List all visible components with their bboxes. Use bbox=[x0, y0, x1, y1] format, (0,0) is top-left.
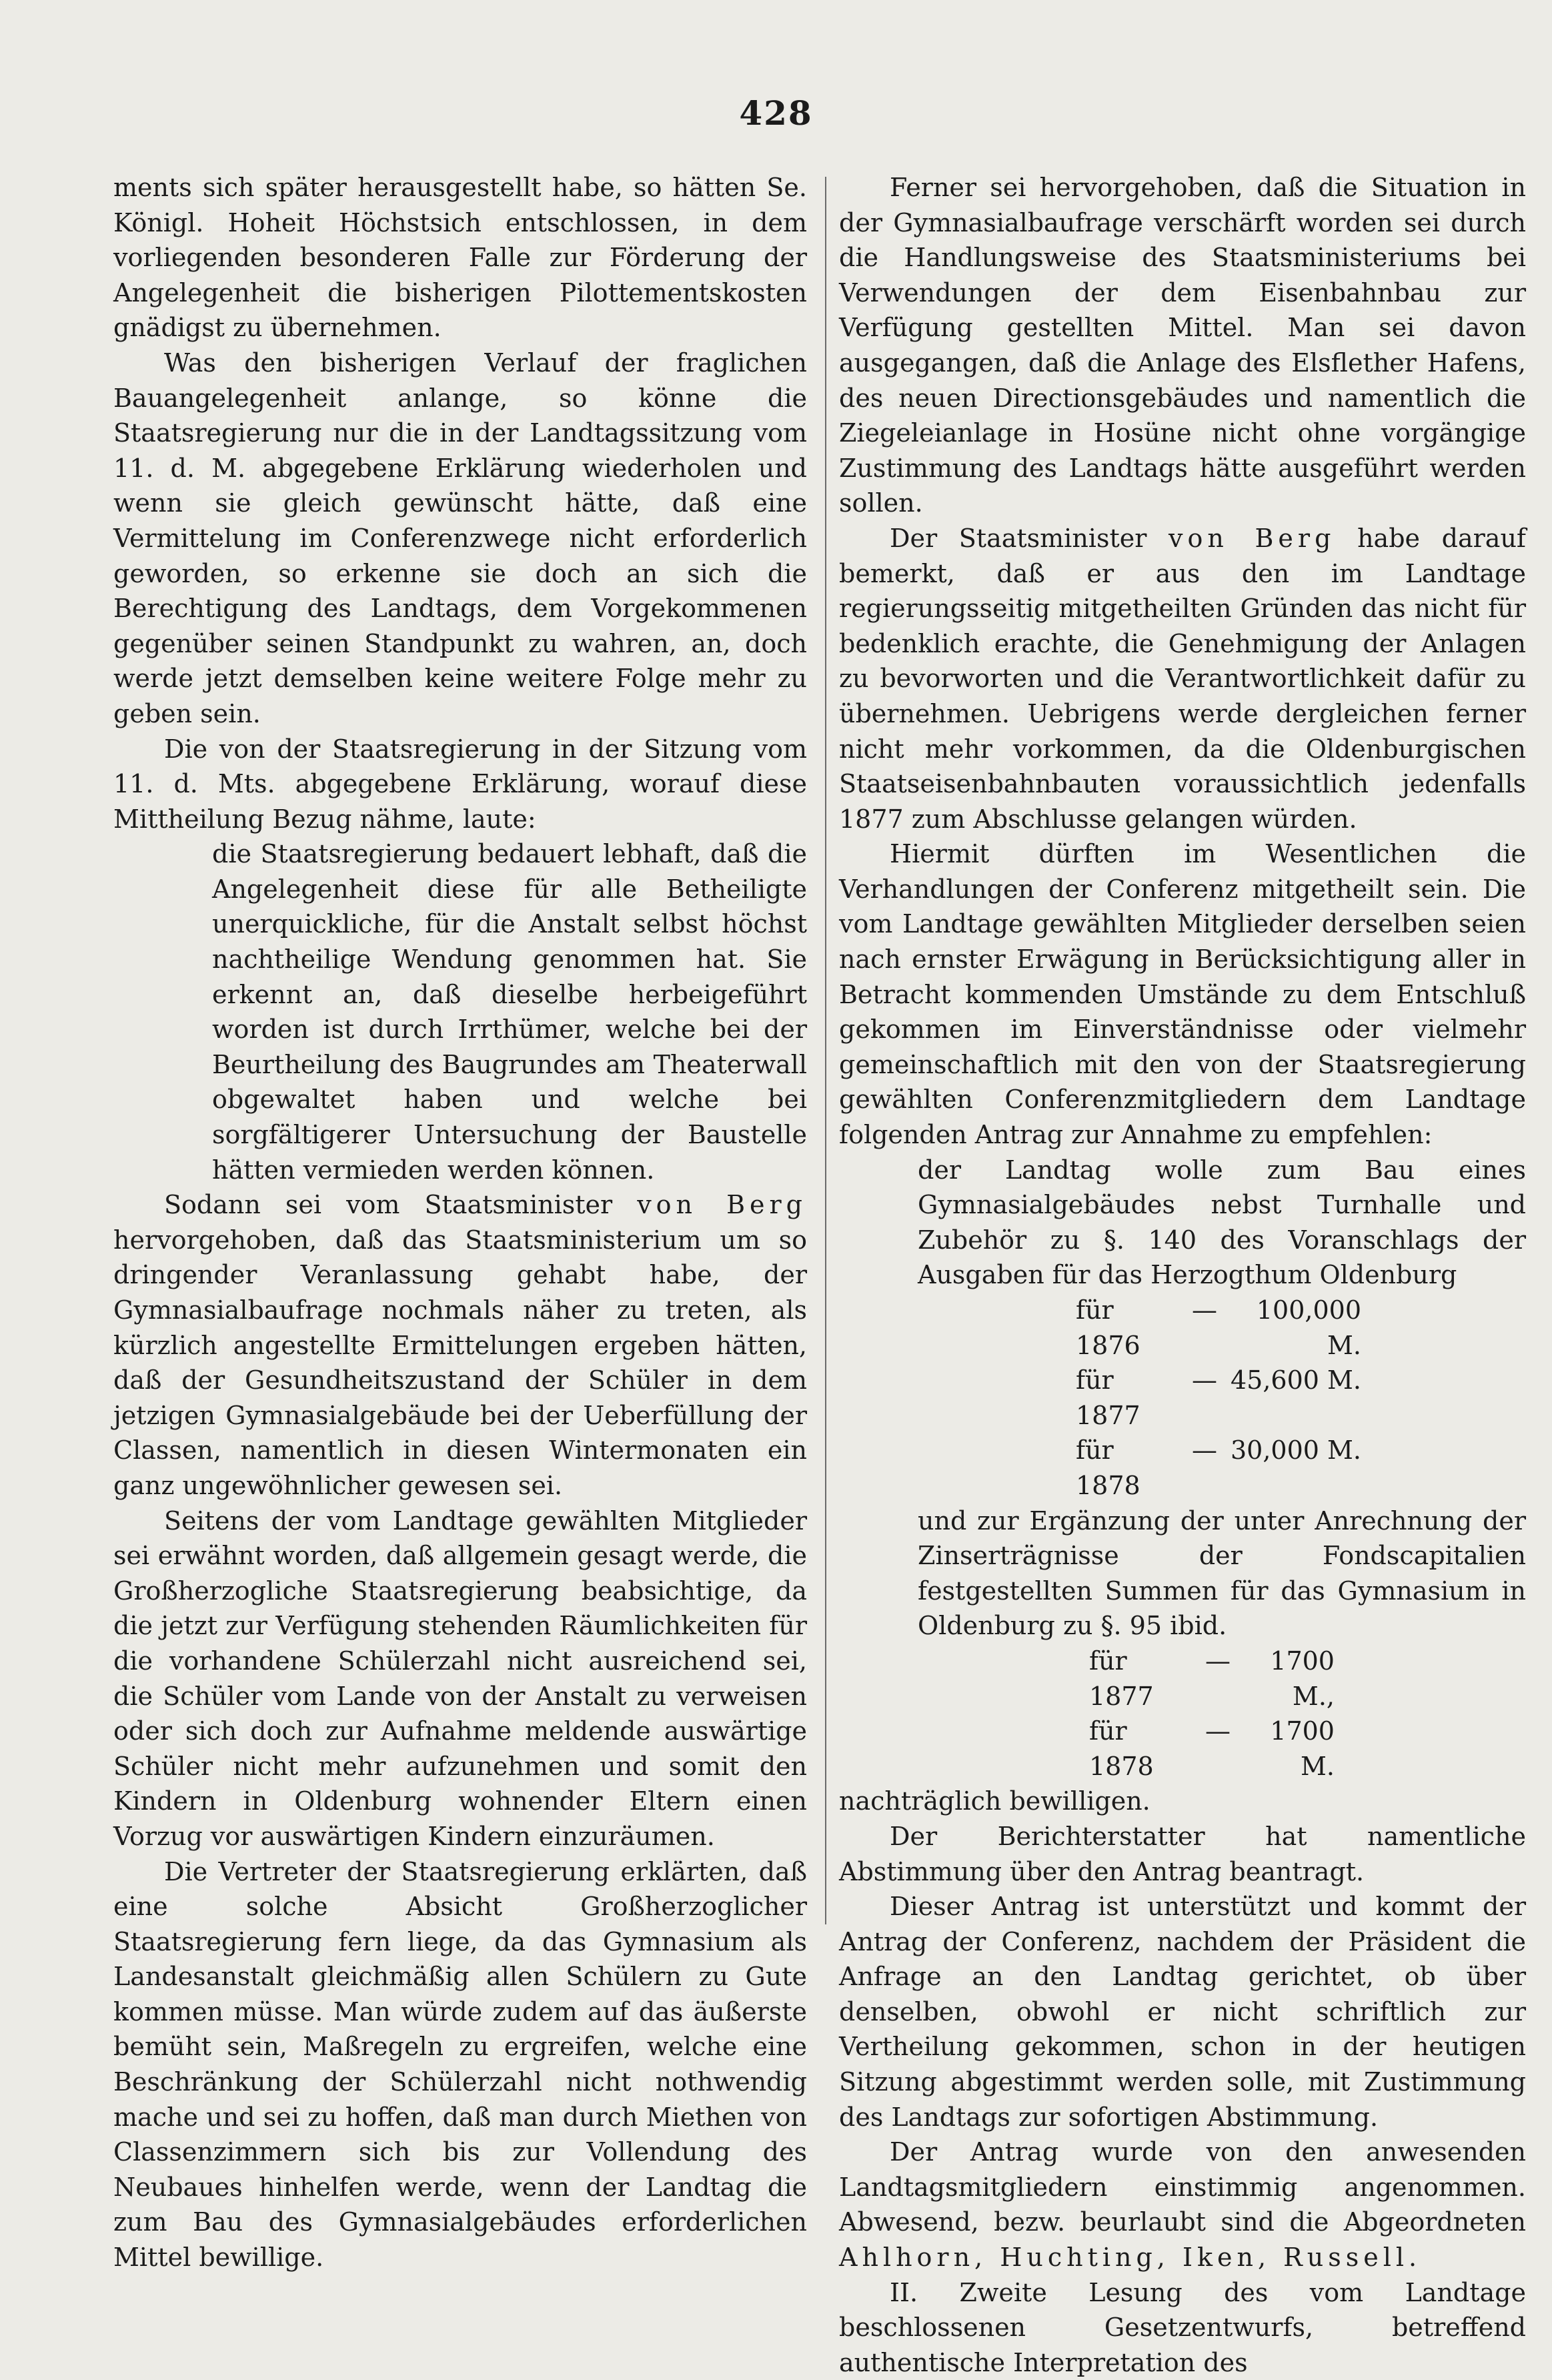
amount-row bbox=[1089, 1714, 1526, 1784]
spaced-names: Ahlhorn, Huchting, Iken, Russell. bbox=[839, 2243, 1422, 2273]
paragraph bbox=[113, 1187, 807, 1503]
amount-year: für 1878 bbox=[1076, 1435, 1140, 1500]
paragraph: Hiermit dürften im Wesentlichen die Verhandlungen der Conferenz mitgetheilt sein. Die vom Landtage gewählten Mitglieder derselben seien nach ernster Erwägung in Berücksichtigung aller in Betracht kommenden Umstände zu dem Entschluß gekommen im Einverständnisse oder vielmehr gemeinschaftlich mit den von der Staatsregierung gewählten Conferenzmitgliedern dem Landtage folgenden Antrag zur Annahme zu empfehlen: bbox=[839, 839, 1526, 1150]
dash: — bbox=[1192, 1365, 1217, 1395]
amount-row bbox=[1076, 1433, 1526, 1503]
dash: — bbox=[1192, 1435, 1217, 1465]
paragraph-text: Sodann sei vom Staatsminister bbox=[164, 1190, 638, 1220]
paragraph bbox=[839, 2135, 1526, 2275]
paragraph-text: Der Antrag wurde von den anwesenden Landtagsmitgliedern einstimmig angenommen. Abwesend, bezw. beurlaubt sind die Abgeordneten bbox=[839, 2137, 1526, 2237]
amount-value: 100,000 M. bbox=[1256, 1295, 1361, 1360]
motion-end: nachträglich bewilligen. bbox=[839, 1786, 1150, 1816]
amount-list bbox=[839, 1293, 1526, 1504]
paragraph: Die von der Staatsregierung in der Sitzung vom 11. d. Mts. abgegebene Erklärung, worauf diese Mittheilung Bezug nähme, laute: bbox=[113, 734, 807, 834]
amount-year: für 1876 bbox=[1076, 1295, 1140, 1360]
paragraph: Die Vertreter der Staatsregierung erklärten, daß eine solche Absicht Großherzoglicher Staatsregierung fern liege, da das Gymnasium als Landesanstalt gleichmäßig allen Schülern zu Gute kommen müsse. Man würde zudem auf das äußerste bemüht sein, Maßregeln zu ergreifen, welche eine Beschränkung der Schülerzahl nicht nothwendig mache und sei zu hoffen, daß man durch Miethen von Classenzimmern sich bis zur Vollendung des Neubaues hinhelfen werde, wenn der Landtag die zum Bau des Gymnasialgebäudes erforderlichen Mittel bewillige. bbox=[113, 1856, 807, 2273]
paragraph: Der Berichterstatter hat namentliche Abstimmung über den Antrag beantragt. bbox=[839, 1821, 1526, 1886]
amount-value: 1700 M., bbox=[1270, 1646, 1335, 1711]
right-column bbox=[839, 170, 1526, 2380]
amount-list bbox=[839, 1644, 1526, 1784]
paragraph: Dieser Antrag ist unterstützt und kommt der Antrag der Conferenz, nachdem der Präsident die Anfrage an den Landtag gerichtet, ob über denselben, obwohl er nicht schriftlich zur Vertheilung gekommen, schon in der heutigen Sitzung abgestimmt werden solle, mit Zustimmung des Landtags zur sofortigen Abstimmung. bbox=[839, 1892, 1526, 2132]
amount-row bbox=[1076, 1293, 1526, 1363]
dash: — bbox=[1205, 1716, 1231, 1746]
amount-year: für 1877 bbox=[1076, 1365, 1140, 1430]
amount-year: für 1878 bbox=[1089, 1716, 1154, 1781]
paragraph-text: Der Staatsminister bbox=[890, 523, 1169, 553]
amount-row bbox=[1076, 1363, 1526, 1433]
amount-row bbox=[1089, 1644, 1526, 1714]
dash: — bbox=[1192, 1295, 1217, 1325]
paragraph: Ferner sei hervorgehoben, daß die Situation in der Gymnasialbaufrage verschärft worden sei durch die Handlungsweise des Staatsministeriums bei Verwendungen der dem Eisenbahnbau zur Verfügung gestellten Mittel. Man sei davon ausgegangen, daß die Anlage des Elsflether Hafens, des neuen Directionsgebäudes und namentlich die Ziegeleianlage in Hosüne nicht ohne vorgängige Zustimmung des Landtags hätte ausgeführt werden sollen. bbox=[839, 173, 1526, 518]
amount-year: für 1877 bbox=[1089, 1646, 1154, 1711]
paragraph bbox=[839, 521, 1526, 836]
amount-value: 45,600 M. bbox=[1230, 1365, 1361, 1395]
amount-value: 1700 M. bbox=[1270, 1716, 1335, 1781]
paragraph: Seitens der vom Landtage gewählten Mitglieder sei erwähnt worden, daß allgemein gesagt werde, die Großherzogliche Staatsregierung beabsichtige, da die jetzt zur Verfügung stehenden Räumlichkeiten für die vorhandene Schülerzahl nicht ausreichend sei, die Schüler vom Lande von der Anstalt zu verweisen oder sich doch zur Aufnahme meldende auswärtige Schüler nicht mehr aufzunehmen und somit den Kindern in Oldenburg wohnender Eltern einen Vorzug vor auswärtigen Kindern einzuräumen. bbox=[113, 1506, 807, 1851]
page-number: 428 bbox=[739, 93, 813, 133]
paragraph: II. Zweite Lesung des vom Landtage beschlossenen Gesetzentwurfs, betreffend authentische Interpretation des bbox=[839, 2277, 1526, 2377]
quoted-declaration: die Staatsregierung bedauert lebhaft, daß die Angelegenheit diese für alle Betheiligte unerquickliche, für die Anstalt selbst höchst nachtheilige Wendung genommen hat. Sie erkennt an, daß dieselbe herbeigeführt worden ist durch Irrthümer, welche bei der Beurtheilung des Baugrundes am Theaterwall obgewaltet haben und welche bei sorgfältigerer Untersuchung der Baustelle hätten vermieden werden können. bbox=[212, 839, 807, 1185]
paragraph: Was den bisherigen Verlauf der fraglichen Bauangelegenheit anlange, so könne die Staatsregierung nur die in der Landtagssitzung vom 11. d. M. abgegebene Erklärung wiederholen und wenn sie gleich gewünscht hätte, daß eine Vermittelung im Conferenzwege nicht erforderlich geworden, so erkenne sie doch an sich die Berechtigung des Landtags, dem Vorgekommenen gegenüber seinen Standpunkt zu wahren, an, doch werde jetzt demselben keine weitere Folge mehr zu geben sein. bbox=[113, 348, 807, 728]
left-column bbox=[113, 170, 807, 2275]
spaced-name: von Berg bbox=[637, 1190, 807, 1220]
column-divider bbox=[825, 177, 826, 1924]
spaced-name: von Berg bbox=[1169, 523, 1336, 553]
paragraph-text: habe darauf bemerkt, daß er aus den im Landtage regierungsseitig mitgetheilten Gründen das nicht für bedenklich erachte, die Genehmigung der Anlagen zu bevorworten und die Verantwortlichkeit dafür zu übernehmen. Uebrigens werde dergleichen ferner nicht mehr vorkommen, da die Oldenburgischen Staatseisenbahnbauten voraussichtlich jedenfalls 1877 zum Abschlusse gelangen würden. bbox=[839, 523, 1526, 834]
motion-text: und zur Ergänzung der unter Anrechnung der Zinserträgnisse der Fondscapitalien festgestellten Summen für das Gymnasium in Oldenburg zu §. 95 ibid. bbox=[918, 1506, 1526, 1641]
dash: — bbox=[1205, 1646, 1231, 1676]
paragraph: ments sich später herausgestellt habe, so hätten Se. Königl. Hoheit Höchstsich entschlossen, in dem vorliegenden besonderen Falle zur Förderung der Angelegenheit die bisherigen Pilottementskosten gnädigst zu übernehmen. bbox=[113, 173, 807, 343]
motion-text: der Landtag wolle zum Bau eines Gymnasialgebäudes nebst Turnhalle und Zubehör zu §. 140 des Voranschlags der Ausgaben für das Herzogthum Oldenburg bbox=[918, 1155, 1526, 1290]
paragraph-text: hervorgehoben, daß das Staatsministerium um so dringender Veranlassung gehabt habe, der Gymnasialbaufrage nochmals näher zu treten, als kürzlich angestellte Ermittelungen ergeben hätten, daß der Gesundheitszustand der Schüler in dem jetzigen Gymnasialgebäude bei der Ueberfüllung der Classen, namentlich in diesen Wintermonaten ein ganz ungewöhnlicher gewesen sei. bbox=[113, 1225, 807, 1500]
amount-value: 30,000 M. bbox=[1230, 1435, 1361, 1465]
